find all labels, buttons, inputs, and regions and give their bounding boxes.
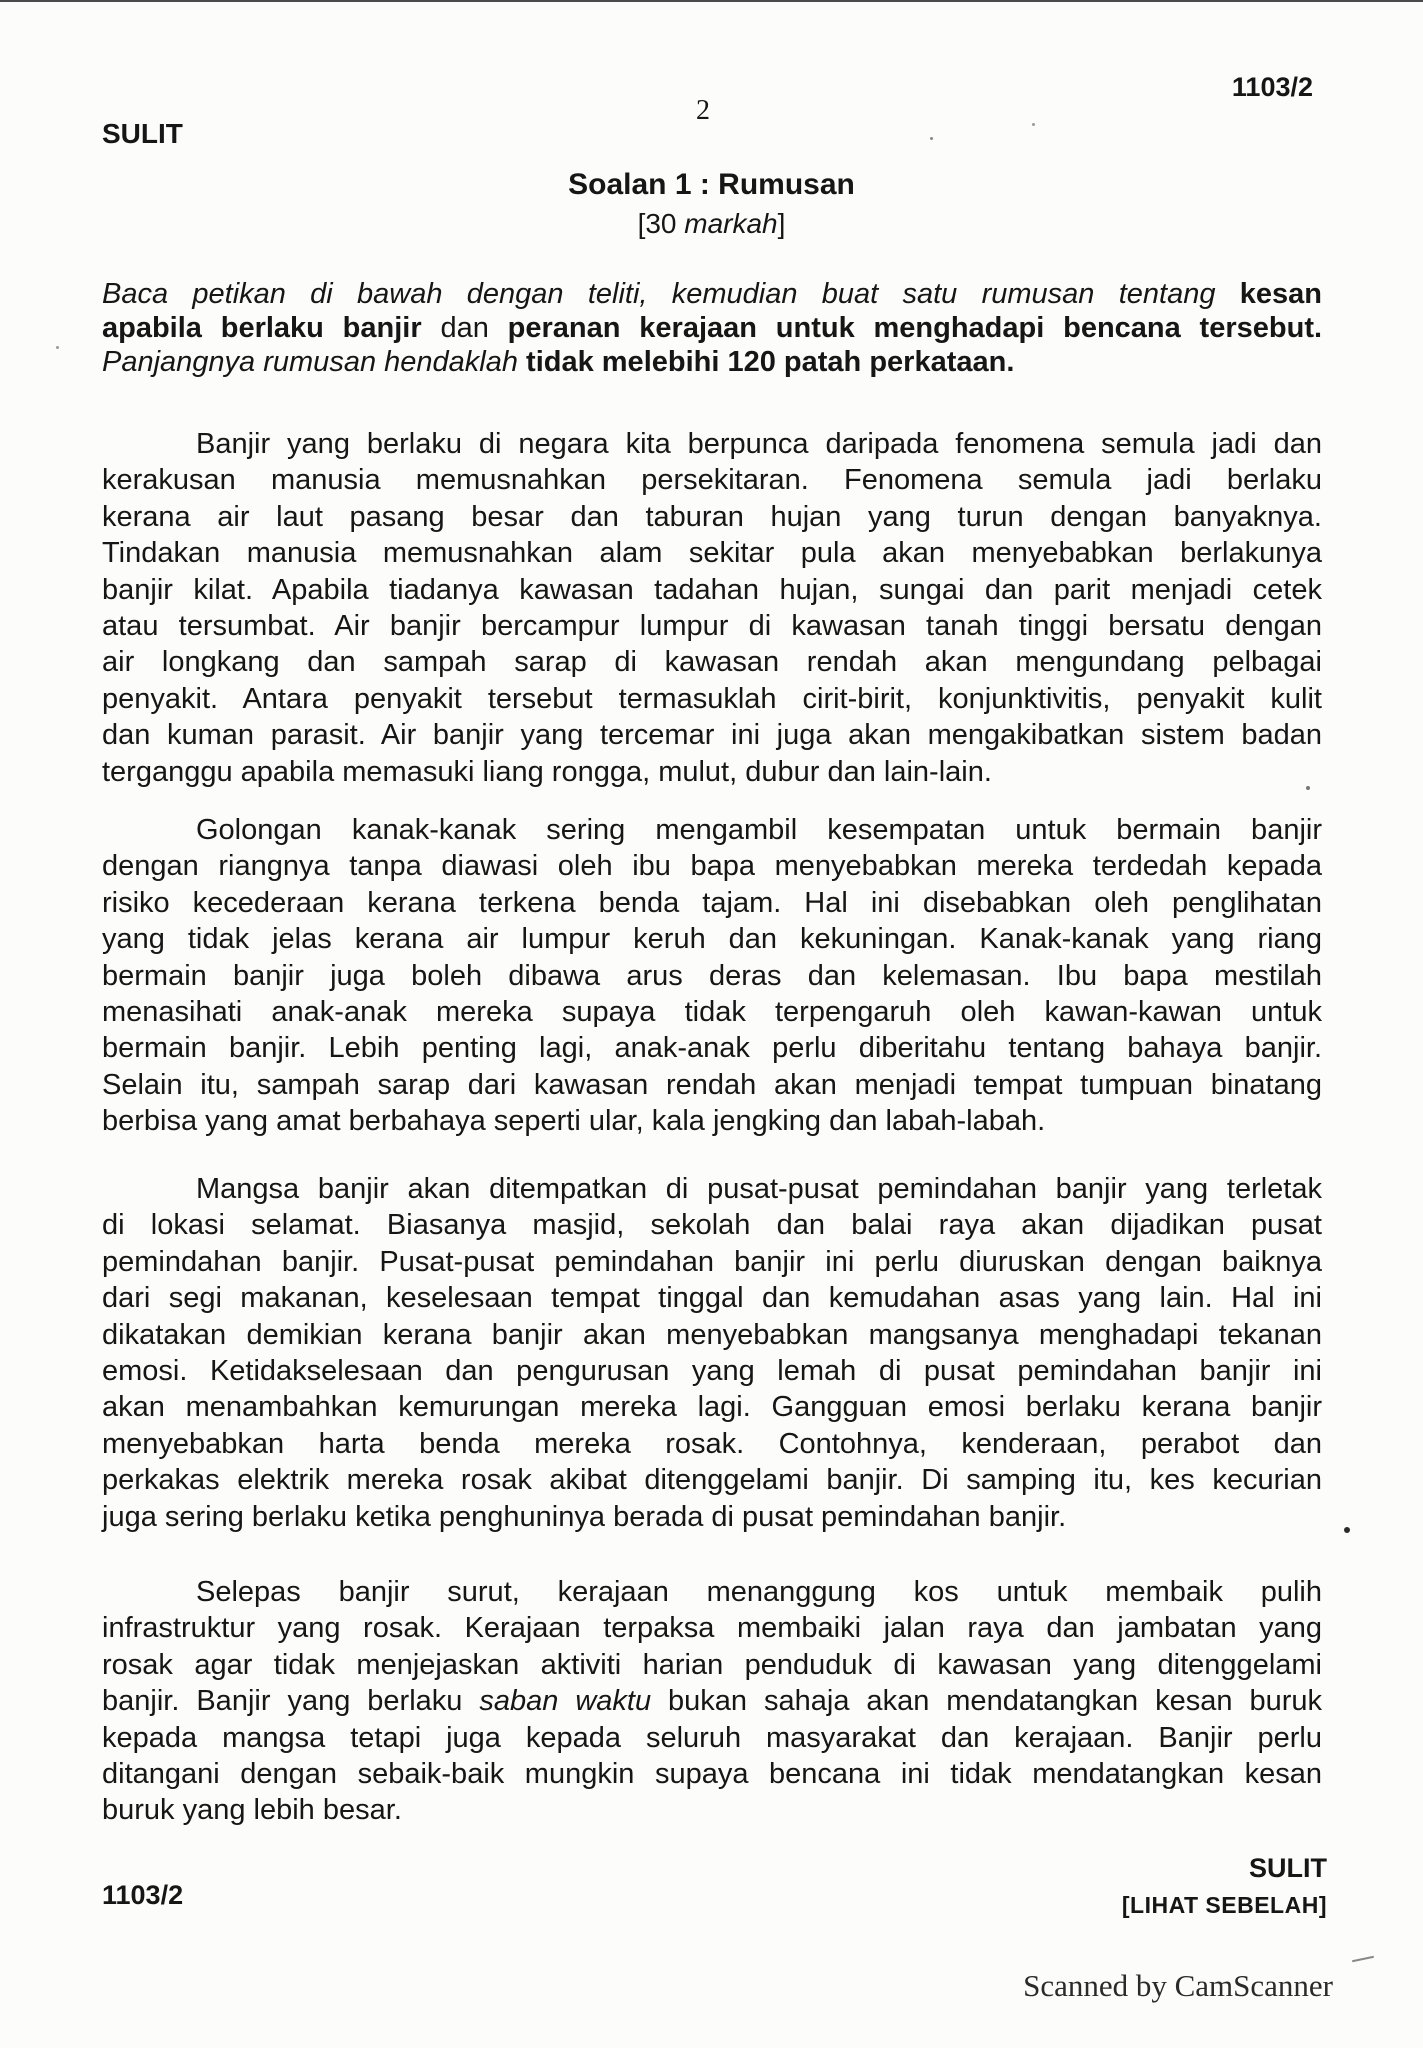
text-line: yang tidak jelas kerana air lumpur keruh dan kekuningan. Kanak-kanak yang riang: [102, 923, 1322, 956]
text-line: berbisa yang amat berbahaya seperti ular, kala jengking dan labah-labah.: [102, 1105, 1046, 1138]
marks-open: [30: [637, 208, 685, 239]
text-line: di lokasi selamat. Biasanya masjid, sekolah dan balai raya akan dijadikan pusat: [102, 1209, 1322, 1242]
text-line: dari segi makanan, keselesaan tempat tinggal dan kemudahan asas yang lain. Hal ini: [102, 1282, 1322, 1315]
question-marks: [0, 208, 1423, 240]
text-line: juga sering berlaku ketika penghuninya berada di pusat pemindahan banjir.: [102, 1500, 1067, 1533]
text-segment: banjir. Banjir yang berlaku: [102, 1685, 480, 1718]
text-segment: kesan: [1239, 278, 1322, 310]
text-line: Selain itu, sampah sarap dari kawasan rendah akan menjadi tempat tumpuan binatang: [102, 1068, 1322, 1101]
text-line: infrastruktur yang rosak. Kerajaan terpaksa membaiki jalan raya dan jambatan yang: [102, 1612, 1322, 1645]
exam-code-footer: 1103/2: [102, 1880, 184, 1910]
text-line: penyakit. Antara penyakit tersebut termasuklah cirit-birit, konjunktivitis, penyakit kulit: [102, 682, 1322, 715]
text-line: kepada mangsa tetapi juga kepada seluruh masyarakat dan kerajaan. Banjir perlu: [102, 1721, 1322, 1754]
marks-word: markah: [684, 208, 778, 239]
text-line: [102, 277, 1322, 311]
text-line: banjir kilat. Apabila tiadanya kawasan tadahan hujan, sungai dan parit menjadi cetek: [102, 573, 1322, 606]
text-line: dengan riangnya tanpa diawasi oleh ibu bapa menyebabkan mereka terdedah kepada: [102, 850, 1322, 883]
text-line: dikatakan demikian kerana banjir akan menyebabkan mangsanya menghadapi tekanan: [102, 1318, 1322, 1351]
scan-speck: [1352, 1956, 1374, 1963]
text-segment: Baca petikan di bawah dengan teliti, kemudian buat satu rumusan tentang: [102, 278, 1240, 310]
text-line: rosak agar tidak menjejaskan aktiviti harian penduduk di kawasan yang ditenggelami: [102, 1648, 1322, 1681]
marks-close: ]: [777, 208, 786, 239]
page-number: 2: [696, 95, 710, 126]
text-segment: tidak melebihi 120 patah perkataan.: [526, 346, 1015, 378]
text-line: [102, 1683, 1322, 1719]
text-line: Golongan kanak-kanak sering mengambil kesempatan untuk bermain banjir: [196, 814, 1322, 846]
passage-paragraph-2: [102, 812, 1322, 1140]
text-line: bermain banjir juga boleh dibawa arus deras dan kelemasan. Ibu bapa mestilah: [102, 959, 1322, 992]
classification-footer: SULIT: [1249, 1853, 1327, 1883]
text-line: menasihati anak-anak mereka supaya tidak terpengaruh oleh kawan-kawan untuk: [102, 996, 1322, 1029]
text-line: akan menambahkan kemurungan mereka lagi. Gangguan emosi berlaku kerana banjir: [102, 1391, 1322, 1424]
scan-edge: [0, 0, 1423, 2]
text-line: Tindakan manusia memusnahkan alam sekitar pula akan menyebabkan berlakunya: [102, 537, 1322, 570]
text-line: [102, 345, 1322, 379]
text-line: Selepas banjir surut, kerajaan menanggung kos untuk membaik pulih: [196, 1576, 1322, 1608]
text-line: pemindahan banjir. Pusat-pusat pemindahan banjir ini perlu diuruskan dengan baiknya: [102, 1245, 1322, 1278]
text-segment: peranan kerajaan untuk menghadapi bencana tersebut.: [507, 312, 1323, 344]
text-line: perkakas elektrik mereka rosak akibat ditenggelami banjir. Di samping itu, kes kecurian: [102, 1464, 1322, 1497]
exam-code-header: 1103/2: [1231, 72, 1313, 102]
text-line: emosi. Ketidakselesaan dan pengurusan yang lemah di pusat pemindahan banjir ini: [102, 1355, 1322, 1388]
text-line: terganggu apabila memasuki liang rongga, mulut, dubur dan lain-lain.: [102, 755, 992, 788]
scan-speck: [1032, 123, 1035, 126]
passage-paragraph-1: [102, 426, 1322, 790]
text-line: Banjir yang berlaku di negara kita berpunca daripada fenomena semula jadi dan: [196, 428, 1322, 460]
text-segment: dan: [421, 312, 508, 344]
scanner-watermark: Scanned by CamScanner: [1023, 1968, 1333, 2003]
question-title: Soalan 1 : Rumusan: [568, 168, 855, 201]
text-segment: bukan sahaja akan mendatangkan kesan buruk: [651, 1685, 1322, 1718]
passage-paragraph-3: [102, 1171, 1322, 1535]
text-line: kerana air laut pasang besar dan taburan hujan yang turun dengan banyaknya.: [102, 500, 1322, 533]
turn-over-note: [LIHAT SEBELAH]: [1121, 1892, 1327, 1918]
text-line: atau tersumbat. Air banjir bercampur lumpur di kawasan tanah tinggi bersatu dengan: [102, 610, 1322, 643]
text-line: [102, 311, 1322, 345]
text-line: bermain banjir. Lebih penting lagi, anak-anak perlu diberitahu tentang bahaya banjir.: [102, 1032, 1322, 1065]
text-line: Mangsa banjir akan ditempatkan di pusat-pusat pemindahan banjir yang terletak: [196, 1173, 1322, 1205]
text-line: ditangani dengan sebaik-baik mungkin supaya bencana ini tidak mendatangkan kesan: [102, 1758, 1322, 1791]
text-segment: apabila berlaku banjir: [102, 312, 422, 344]
text-segment: Panjangnya rumusan hendaklah: [102, 346, 527, 378]
classification-header: SULIT: [102, 118, 183, 149]
text-line: dan kuman parasit. Air banjir yang tercemar ini juga akan mengakibatkan sistem badan: [102, 719, 1322, 752]
instruction-text: [102, 277, 1322, 379]
text-line: kerakusan manusia memusnahkan persekitaran. Fenomena semula jadi berlaku: [102, 464, 1322, 497]
scan-speck: [1344, 1527, 1350, 1533]
text-line: menyebabkan harta benda mereka rosak. Contohnya, kenderaan, perabot dan: [102, 1427, 1322, 1460]
text-line: air longkang dan sampah sarap di kawasan rendah akan mengundang pelbagai: [102, 646, 1322, 679]
text-segment: saban waktu: [479, 1685, 652, 1718]
scan-speck: [930, 137, 933, 140]
passage-paragraph-4: [102, 1574, 1322, 1829]
text-line: risiko kecederaan kerana terkena benda tajam. Hal ini disebabkan oleh penglihatan: [102, 886, 1322, 919]
scan-speck: [56, 346, 59, 349]
scan-speck: [1306, 786, 1310, 790]
text-line: buruk yang lebih besar.: [102, 1794, 402, 1827]
